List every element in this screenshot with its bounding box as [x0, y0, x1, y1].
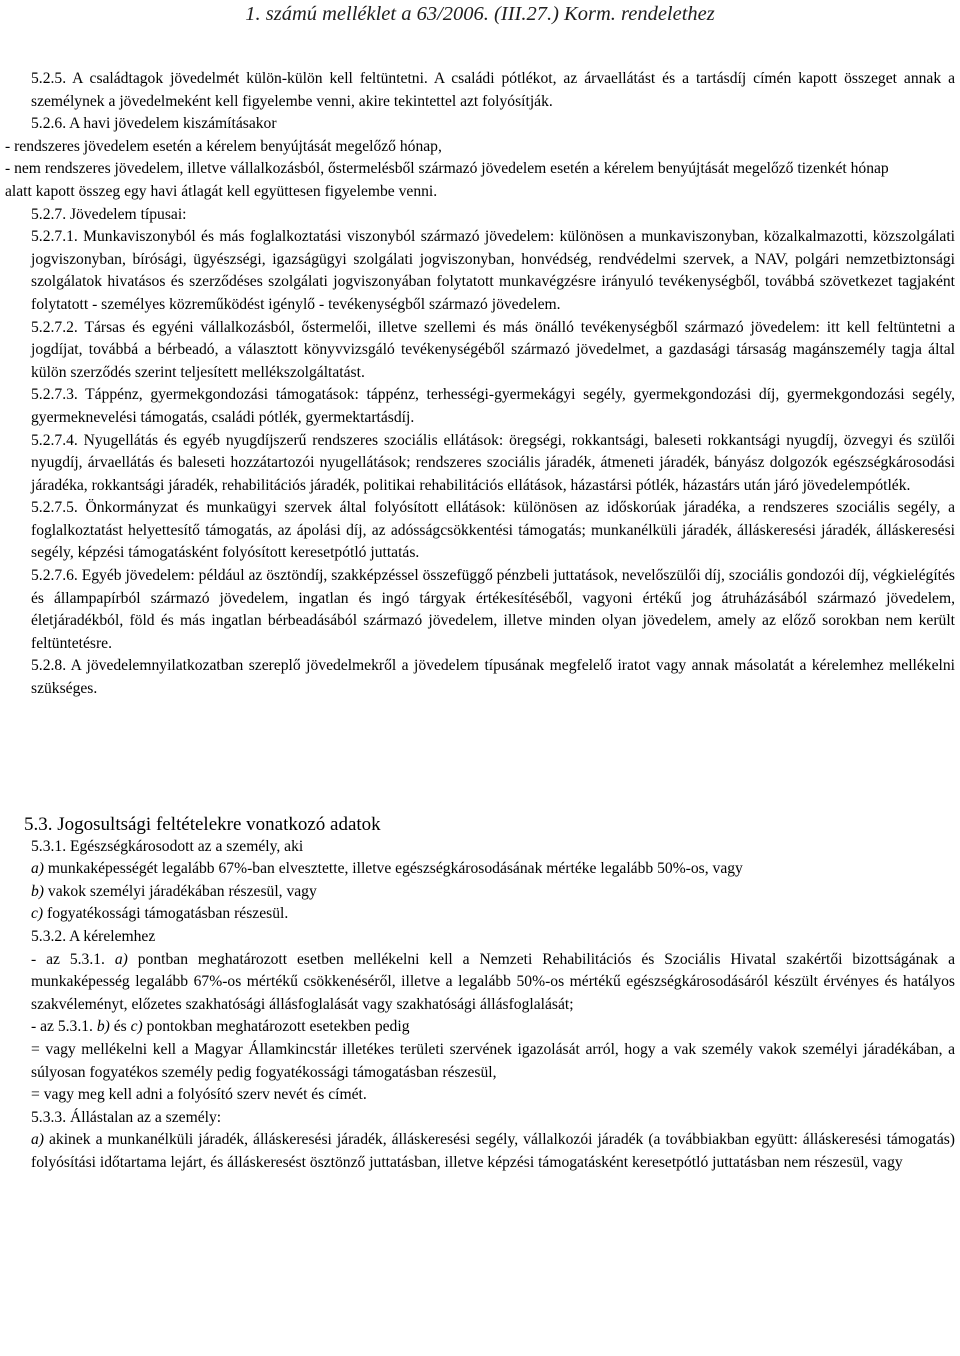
paragraph-5-2-7-5: 5.2.7.5. Önkormányzat és munkaügyi szervek által folyósított ellátások: különösen az időskorúak járadéka, a rendszeres szociális segély, a foglalkoztatást helyettesítő támogatás, az ápolási díj, az adósságcsökkentési támogatás; munkanélküli járadék, álláskeresési járadék, álláskeresési segély, képzési támogatásként folyósított keresetpótló juttatás. [31, 499, 955, 562]
paragraph-5-2-5: 5.2.5. A családtagok jövedelmét külön-külön kell feltüntetni. A családi pótlékot, az árvaellátást és a tartásdíj címén kapott összeget annak a személynek a jövedelmeként kell figyelembe venni, akire tekintettel azt folyósítják. [31, 70, 955, 110]
option-certificate: = vagy mellékelni kell a Magyar Államkincstár illetékes területi szervének igazolását arról, hogy a vak személy vakok személyi járadékában, a súlyosan fogyatékos személy pedig fogyatékossági támogatásban részesül, [31, 1040, 955, 1081]
item-letter-a-2: a) [31, 1131, 44, 1149]
list-item-b [5, 881, 955, 904]
paragraph-5-2-7-1: 5.2.7.1. Munkaviszonyból és más foglalkoztatási viszonyból származó jövedelem: különösen a munkaviszonyban, közalkalmazotti, közszolgálati jogviszonyban, bírósági, ügyészségi, igazságügyi szolgálati jogviszonyban, honvédség, rendvédelmi szervek, a NAV, polgári nemzetbiztonsági szolgálatok hivatásos és szerződéses szolgálati jogviszonyában folytatott munkavégzésre irányuló tevékenységből, továbbá szövetkezet tagjaként folytatott - személyes közreműködést igénylő - tevékenységből származó jövedelem. [31, 228, 955, 313]
item-text-a: munkaképességét legalább 67%-ban elvesztette, illetve egészségkárosodásának mértéke legalább 50%-os, vagy [44, 860, 743, 878]
list-item-regular-income: - rendszeres jövedelem esetén a kérelem benyújtását megelőző hónap, [5, 137, 442, 155]
ref-text-2: - az 5.3.1. [31, 1018, 97, 1036]
ref-body-2: pontokban meghatározott esetekben pedig [142, 1018, 410, 1036]
paragraph-5-2-7-2: 5.2.7.2. Társas és egyéni vállalkozásból, őstermelői, illetve szellemi és más önálló tevékenységből származó jövedelem: itt kell feltüntetni a jogdíjat, továbbá a bérbeadó, a választott könyvvizsgáló tevékenységéből származó jövedelmet, a gazdasági társaság magánszemély tagja által külön szerződés szerint teljesített mellékszolgáltatást. [31, 318, 955, 381]
ref-letter-a: a) [114, 950, 128, 968]
paragraph-5-2-7-3: 5.2.7.3. Táppénz, gyermekgondozási támogatások: táppénz, terhességi-gyermekágyi segély, gyermekgondozási díj, gyermekgondozási segély, gyermeknevelési támogatás, családi pótlék, gyermektartásdíj. [31, 386, 955, 426]
list-item-c [5, 903, 955, 926]
ref-letter-b: b) [96, 1018, 110, 1036]
list-item-a [5, 858, 955, 881]
section-title-5-3: 5.3. Jogosultsági feltételekre vonatkozó adatok [24, 813, 381, 835]
paragraph-5-3-2-bc [5, 1016, 955, 1039]
item-letter-a: a) [31, 860, 44, 878]
item-text-a-2: akinek a munkanélküli járadék, álláskeresési járadék, álláskeresési segély, vállalkozói járadék (a továbbiakban együtt: álláskeresési támogatás) folyósítási időtartama lejárt, és álláskeresést ösztönző juttatásban, illetve képzési támogatásként keresetpótló juttatásban nem részesül, vagy [31, 1131, 955, 1171]
paragraph-average: alatt kapott összeg egy havi átlagát kell együttesen figyelembe venni. [5, 182, 438, 200]
page-header: 1. számú melléklet a 63/2006. (III.27.) Korm. rendelethez [245, 3, 715, 25]
ref-text: - az 5.3.1. [31, 950, 115, 968]
paragraph-5-3-2: 5.3.2. A kérelemhez [31, 928, 156, 945]
item-text-b: vakok személyi járadékában részesül, vagy [44, 882, 317, 900]
paragraph-5-2-6: 5.2.6. A havi jövedelem kiszámításakor [31, 115, 277, 133]
item-text-c: fogyatékossági támogatásban részesül. [43, 905, 289, 923]
ref-and: és [109, 1018, 131, 1036]
option-disbursing-body: = vagy meg kell adni a folyósító szerv nevét és címét. [31, 1086, 367, 1104]
paragraph-5-3-3: 5.3.3. Állástalan az a személy: [31, 1108, 222, 1126]
paragraph-5-3-2-a [5, 949, 955, 1017]
paragraph-5-2-7: 5.2.7. Jövedelem típusai: [31, 205, 187, 223]
paragraph-5-2-8: 5.2.8. A jövedelemnyilatkozatban szereplő jövedelmekről a jövedelem típusának megfelelő iratot vagy annak másolatát a kérelemhez mellékelni szükséges. [31, 657, 955, 698]
paragraph-5-2-7-4: 5.2.7.4. Nyugellátás és egyéb nyugdíjszerű rendszeres szociális ellátások: öregségi, rokkantsági, baleseti rokkantsági nyugdíj, özvegyi és szülői nyugdíj, árvaellátás és baleseti hozzátartozói nyugellátások; rendszeres szociális járadék, átmeneti járadék, bányász dolgozók egészségkárosodási járadéka, rokkantsági járadék, rehabilitációs járadék, politikai rehabilitációs ellátások, házastársi pótlék, házastárs után járó jövedelempótlék. [31, 431, 955, 494]
ref-letter-c: c) [130, 1018, 143, 1036]
list-item-unemployed-a [5, 1129, 955, 1174]
paragraph-5-3-1: 5.3.1. Egészségkárosodott az a személy, aki [31, 837, 304, 855]
list-item-irregular-income: - nem rendszeres jövedelem, illetve vállalkozásból, őstermelésből származó jövedelem esetén a kérelem benyújtását megelőző tizenkét hónap [5, 160, 889, 178]
section-gap [5, 701, 955, 813]
item-letter-c: c) [31, 905, 44, 923]
document-body [5, 68, 955, 1175]
item-letter-b: b) [31, 882, 44, 900]
paragraph-5-2-7-6: 5.2.7.6. Egyéb jövedelem: például az ösztöndíj, szakképzéssel összefüggő pénzbeli juttatások, nevelőszülői díj, szociális gondozói díj, végkielégítés és állampapírból származó jövedelem, ingatlan és ingó tárgyak értékesítéséből, vagyoni értékű jog átruházásából származó jövedelem, életjáradékból, föld és más ingatlan bérbeadásából származó jövedelem, illetve minden olyan jövedelem, amely az előző sorokban nem került feltüntetésre. [31, 567, 955, 652]
ref-body: pontban meghatározott esetben mellékelni kell a Nemzeti Rehabilitációs és Szociális Hivatal szakértői bizottságának a munkaképesség legalább 67%-os mértékű csökkenéséről, illetve a legalább 50%-os mértékű egészségkárosodásáról készült érvényes és hatályos szakvéleményt, előzetes szakhatósági állásfoglalását vagy szakhatósági állásfoglalását; [31, 950, 955, 1013]
